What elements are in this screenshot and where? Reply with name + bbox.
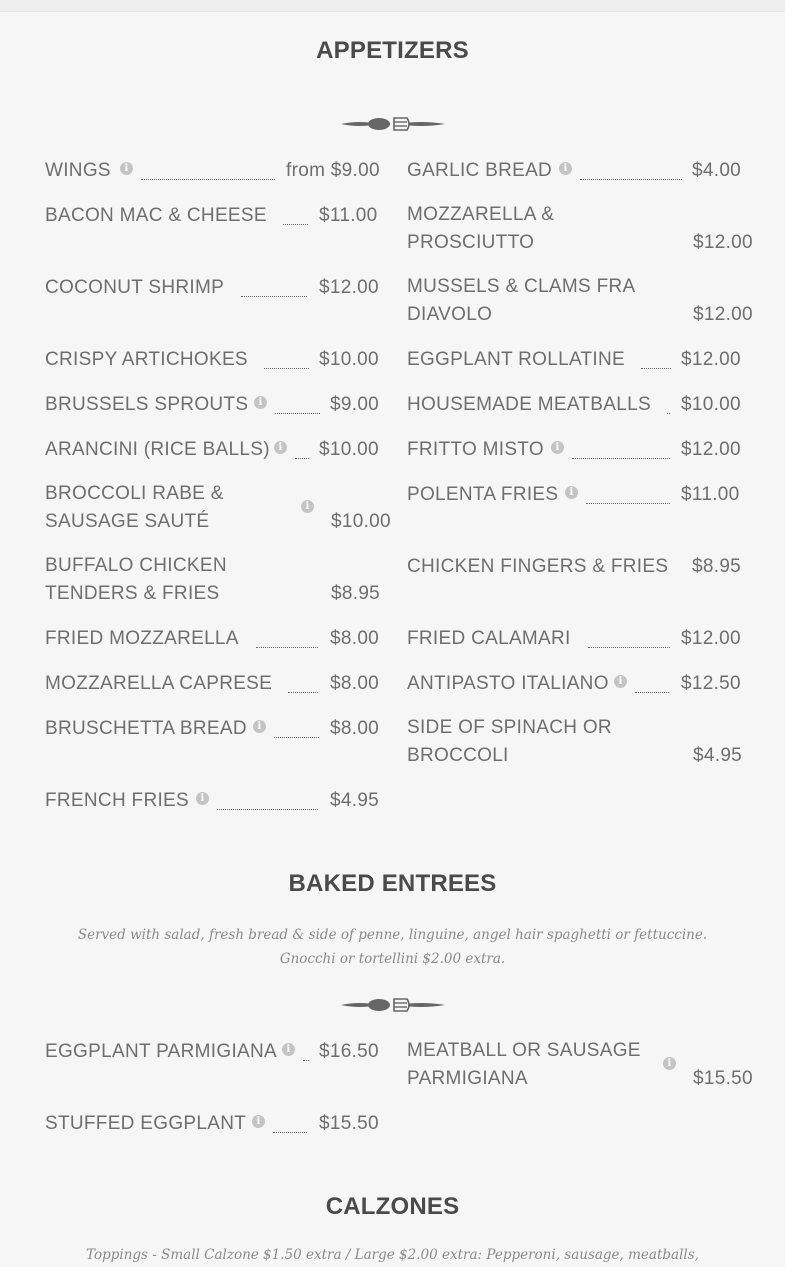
- menu-item-eggplant-rollatine: EGGPLANT ROLLATINE $12.00: [407, 349, 741, 370]
- menu-item-bacon-mac-cheese: BACON MAC & CHEESE $11.00: [45, 205, 378, 226]
- menu-item-housemade-meatballs: HOUSEMADE MEATBALLS $10.00: [407, 394, 741, 415]
- section-subtitle-calzones: Toppings - Small Calzone $1.50 extra / Large $2.00 extra: Pepperoni, sausage, meatballs,: [86, 1247, 699, 1263]
- info-icon[interactable]: i: [565, 486, 578, 499]
- info-icon[interactable]: i: [274, 441, 287, 454]
- info-icon[interactable]: i: [253, 720, 266, 733]
- dot-leader: [273, 1132, 307, 1133]
- info-icon[interactable]: i: [614, 675, 627, 688]
- section-subtitle-baked-entrees: [60, 923, 725, 971]
- menu-item-broccoli-rabe-sausage: BROCCOLI RABE & SAUSAGE SAUTÉ i $10.00: [45, 483, 391, 532]
- info-icon[interactable]: i: [559, 162, 572, 175]
- dot-leader: [275, 413, 320, 414]
- subtitle-line: Served with salad, fresh bread & side of penne, linguine, angel hair spaghetti or fettuccine.: [77, 927, 708, 943]
- dot-leader: [256, 647, 318, 648]
- menu-item-wings: WINGS i from $9.00: [45, 160, 380, 181]
- dot-leader: [283, 224, 308, 225]
- menu-item-crispy-artichokes: CRISPY ARTICHOKES $10.00: [45, 349, 379, 370]
- dot-leader: [588, 647, 670, 648]
- info-icon[interactable]: i: [196, 792, 209, 805]
- menu-item-bruschetta-bread: BRUSCHETTA BREAD i $8.00: [45, 718, 380, 739]
- info-icon[interactable]: i: [252, 1115, 265, 1128]
- dot-leader: [217, 809, 318, 810]
- dot-leader: [572, 458, 670, 459]
- menu-item-mozzarella-prosciutto: MOZZARELLA & PROSCIUTTO $12.00: [407, 204, 753, 253]
- section-title-calzones: CALZONES: [325, 1193, 460, 1220]
- menu-item-fried-calamari: FRIED CALAMARI $12.00: [407, 628, 741, 649]
- fork-knife-divider-icon: [341, 997, 445, 1013]
- menu-item-chicken-fingers-fries: CHICKEN FINGERS & FRIES $8.95: [407, 556, 742, 577]
- dot-leader: [586, 503, 670, 504]
- menu-item-mussels-clams: MUSSELS & CLAMS FRA DIAVOLO $12.00: [407, 276, 753, 325]
- dot-leader: [241, 296, 307, 297]
- info-icon[interactable]: i: [282, 1043, 295, 1056]
- menu-item-antipasto-italiano: ANTIPASTO ITALIANO i $12.50: [407, 673, 741, 694]
- dot-leader: [641, 368, 671, 369]
- dot-leader: [274, 737, 319, 738]
- fork-knife-divider-icon: [341, 116, 445, 132]
- menu-item-garlic-bread: GARLIC BREAD i $4.00: [407, 160, 742, 181]
- info-icon[interactable]: i: [254, 396, 267, 409]
- menu-item-stuffed-eggplant: STUFFED EGGPLANT i $15.50: [45, 1113, 379, 1134]
- menu-item-brussels-sprouts: BRUSSELS SPROUTS i $9.00: [45, 394, 380, 415]
- subtitle-line: Gnocchi or tortellini $2.00 extra.: [279, 951, 506, 967]
- dot-leader: [264, 368, 309, 369]
- menu-item-meatball-sausage-parmigiana: MEATBALL OR SAUSAGE PARMIGIANA i $15.50: [407, 1040, 753, 1089]
- menu-item-french-fries: FRENCH FRIES i $4.95: [45, 790, 380, 811]
- menu-item-eggplant-parmigiana: EGGPLANT PARMIGIANA i $16.50: [45, 1041, 379, 1062]
- dot-leader: [580, 179, 682, 180]
- dot-leader: [295, 458, 309, 459]
- dot-leader: [635, 692, 669, 693]
- menu-item-side-spinach-broccoli: SIDE OF SPINACH OR BROCCOLI $4.95: [407, 717, 743, 766]
- dot-leader: [288, 692, 318, 693]
- info-icon[interactable]: i: [551, 441, 564, 454]
- menu-item-buffalo-chicken-tenders: BUFFALO CHICKEN TENDERS & FRIES $8.95: [45, 555, 381, 604]
- top-bar: [0, 0, 785, 12]
- dot-leader: [141, 179, 275, 180]
- dot-leader: [667, 413, 670, 414]
- menu-item-polenta-fries: POLENTA FRIES i $11.00: [407, 484, 740, 505]
- dot-leader: [303, 1060, 309, 1061]
- menu-item-mozzarella-caprese: MOZZARELLA CAPRESE $8.00: [45, 673, 380, 694]
- section-title-appetizers: APPETIZERS: [316, 37, 469, 64]
- section-title-baked-entrees: BAKED ENTREES: [288, 870, 497, 897]
- menu-item-fried-mozzarella: FRIED MOZZARELLA $8.00: [45, 628, 380, 649]
- menu-item-arancini: ARANCINI (RICE BALLS) i $10.00: [45, 439, 379, 460]
- info-icon[interactable]: i: [301, 500, 314, 513]
- info-icon[interactable]: i: [120, 162, 133, 175]
- info-icon[interactable]: i: [663, 1057, 676, 1070]
- menu-item-coconut-shrimp: COCONUT SHRIMP $12.00: [45, 277, 379, 298]
- menu-item-fritto-misto: FRITTO MISTO i $12.00: [407, 439, 741, 460]
